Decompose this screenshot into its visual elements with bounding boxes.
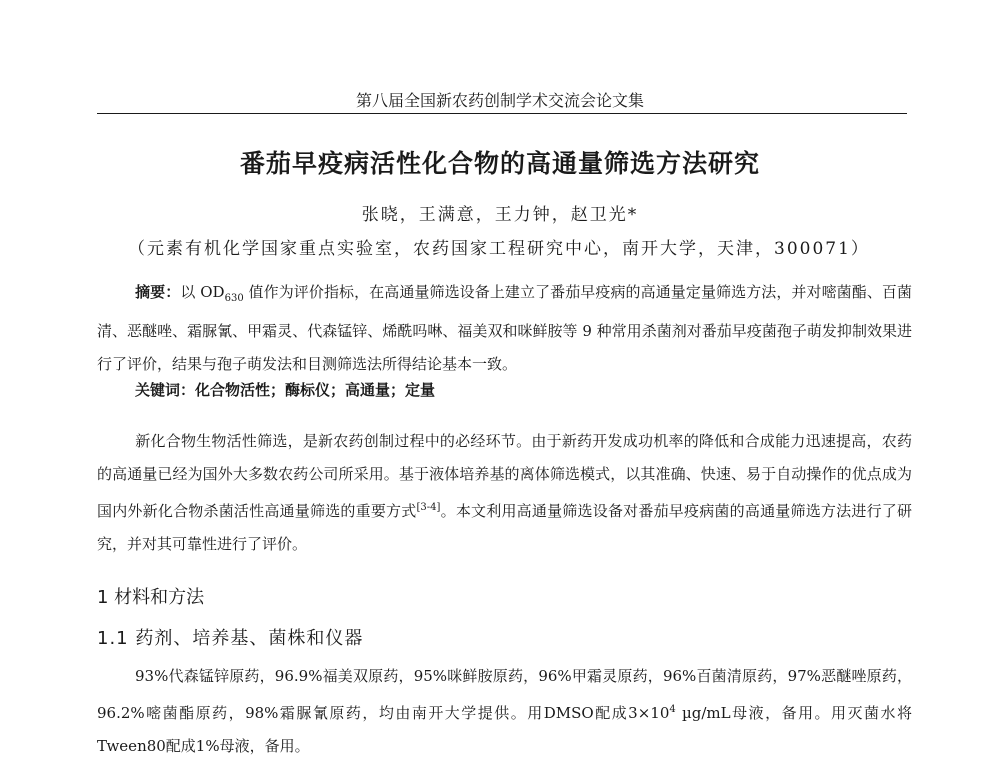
materials-text-start: 93%代森锰锌原药，96.9%福美双原药，95%咪鲜胺原药，96%甲霜灵原药，96%百菌清原药，97%恶醚唑原药，96.2%嘧菌酯原药，98%霜脲氰原药，均由南开大学提供。用DMSO配成3×10 [97,667,912,722]
keywords-text: 化合物活性；酶标仪；高通量；定量 [195,381,436,399]
materials-text-end: µg/mL母液，备用。用灭菌水将Tween80配成1%母液，备用。 [97,704,913,755]
author-list: 张晓，王满意，王力钟，赵卫光* [361,205,639,225]
header-rule [97,113,907,114]
paper-title: 番茄早疫病活性化合物的高通量筛选方法研究 [239,149,760,178]
intro-text-start: 新化合物生物活性筛选，是新农药创制过程中的必经环节。由于新药开发成功机率的降低和合成能力迅速提高，农药的高通量已经为国外大多数农药公司所采用。基于液体培养基的离体筛选模式，以其准确、快速、易于自动操作的优点成为国内外新化合物杀菌活性高通量筛选的重要方式 [97,432,912,520]
section-heading-1: 1 材料和方法 [97,587,205,608]
keywords-label: 关键词： [135,381,196,399]
proceedings-header: 第八届全国新农药创制学术交流会论文集 [355,91,644,110]
abstract-label: 摘要： [135,283,181,301]
abstract-subscript: 630 [224,293,244,304]
affiliation: （元素有机化学国家重点实验室，农药国家工程研究中心，南开大学，天津，300071） [128,239,870,259]
abstract-text-start: 以 OD [180,283,225,301]
materials-paragraph [97,660,912,763]
abstract-text: 值作为评价指标，在高通量筛选设备上建立了番茄早疫病的高通量定量筛选方法，并对嘧菌酯、百菌清、恶醚唑、霜脲氰、甲霜灵、代森锰锌、烯酰吗啉、福美双和咪鲜胺等 9 种常用杀菌剂对番茄早疫菌孢子萌发抑制效果进行了评价，结果与孢子萌发法和目测筛选法所得结论基本一致。 [97,283,912,373]
intro-citation: [3-4] [416,502,441,513]
abstract [97,276,912,381]
introduction [97,425,912,561]
intro-text-end: 。本文利用高通量筛选设备对番茄早疫病菌的高通量筛选方法进行了研究，并对其可靠性进行了评价。 [97,502,912,553]
materials-superscript: 4 [669,704,676,715]
section-heading-1-1: 1.1 药剂、培养基、菌株和仪器 [97,628,364,649]
keywords [135,379,435,400]
